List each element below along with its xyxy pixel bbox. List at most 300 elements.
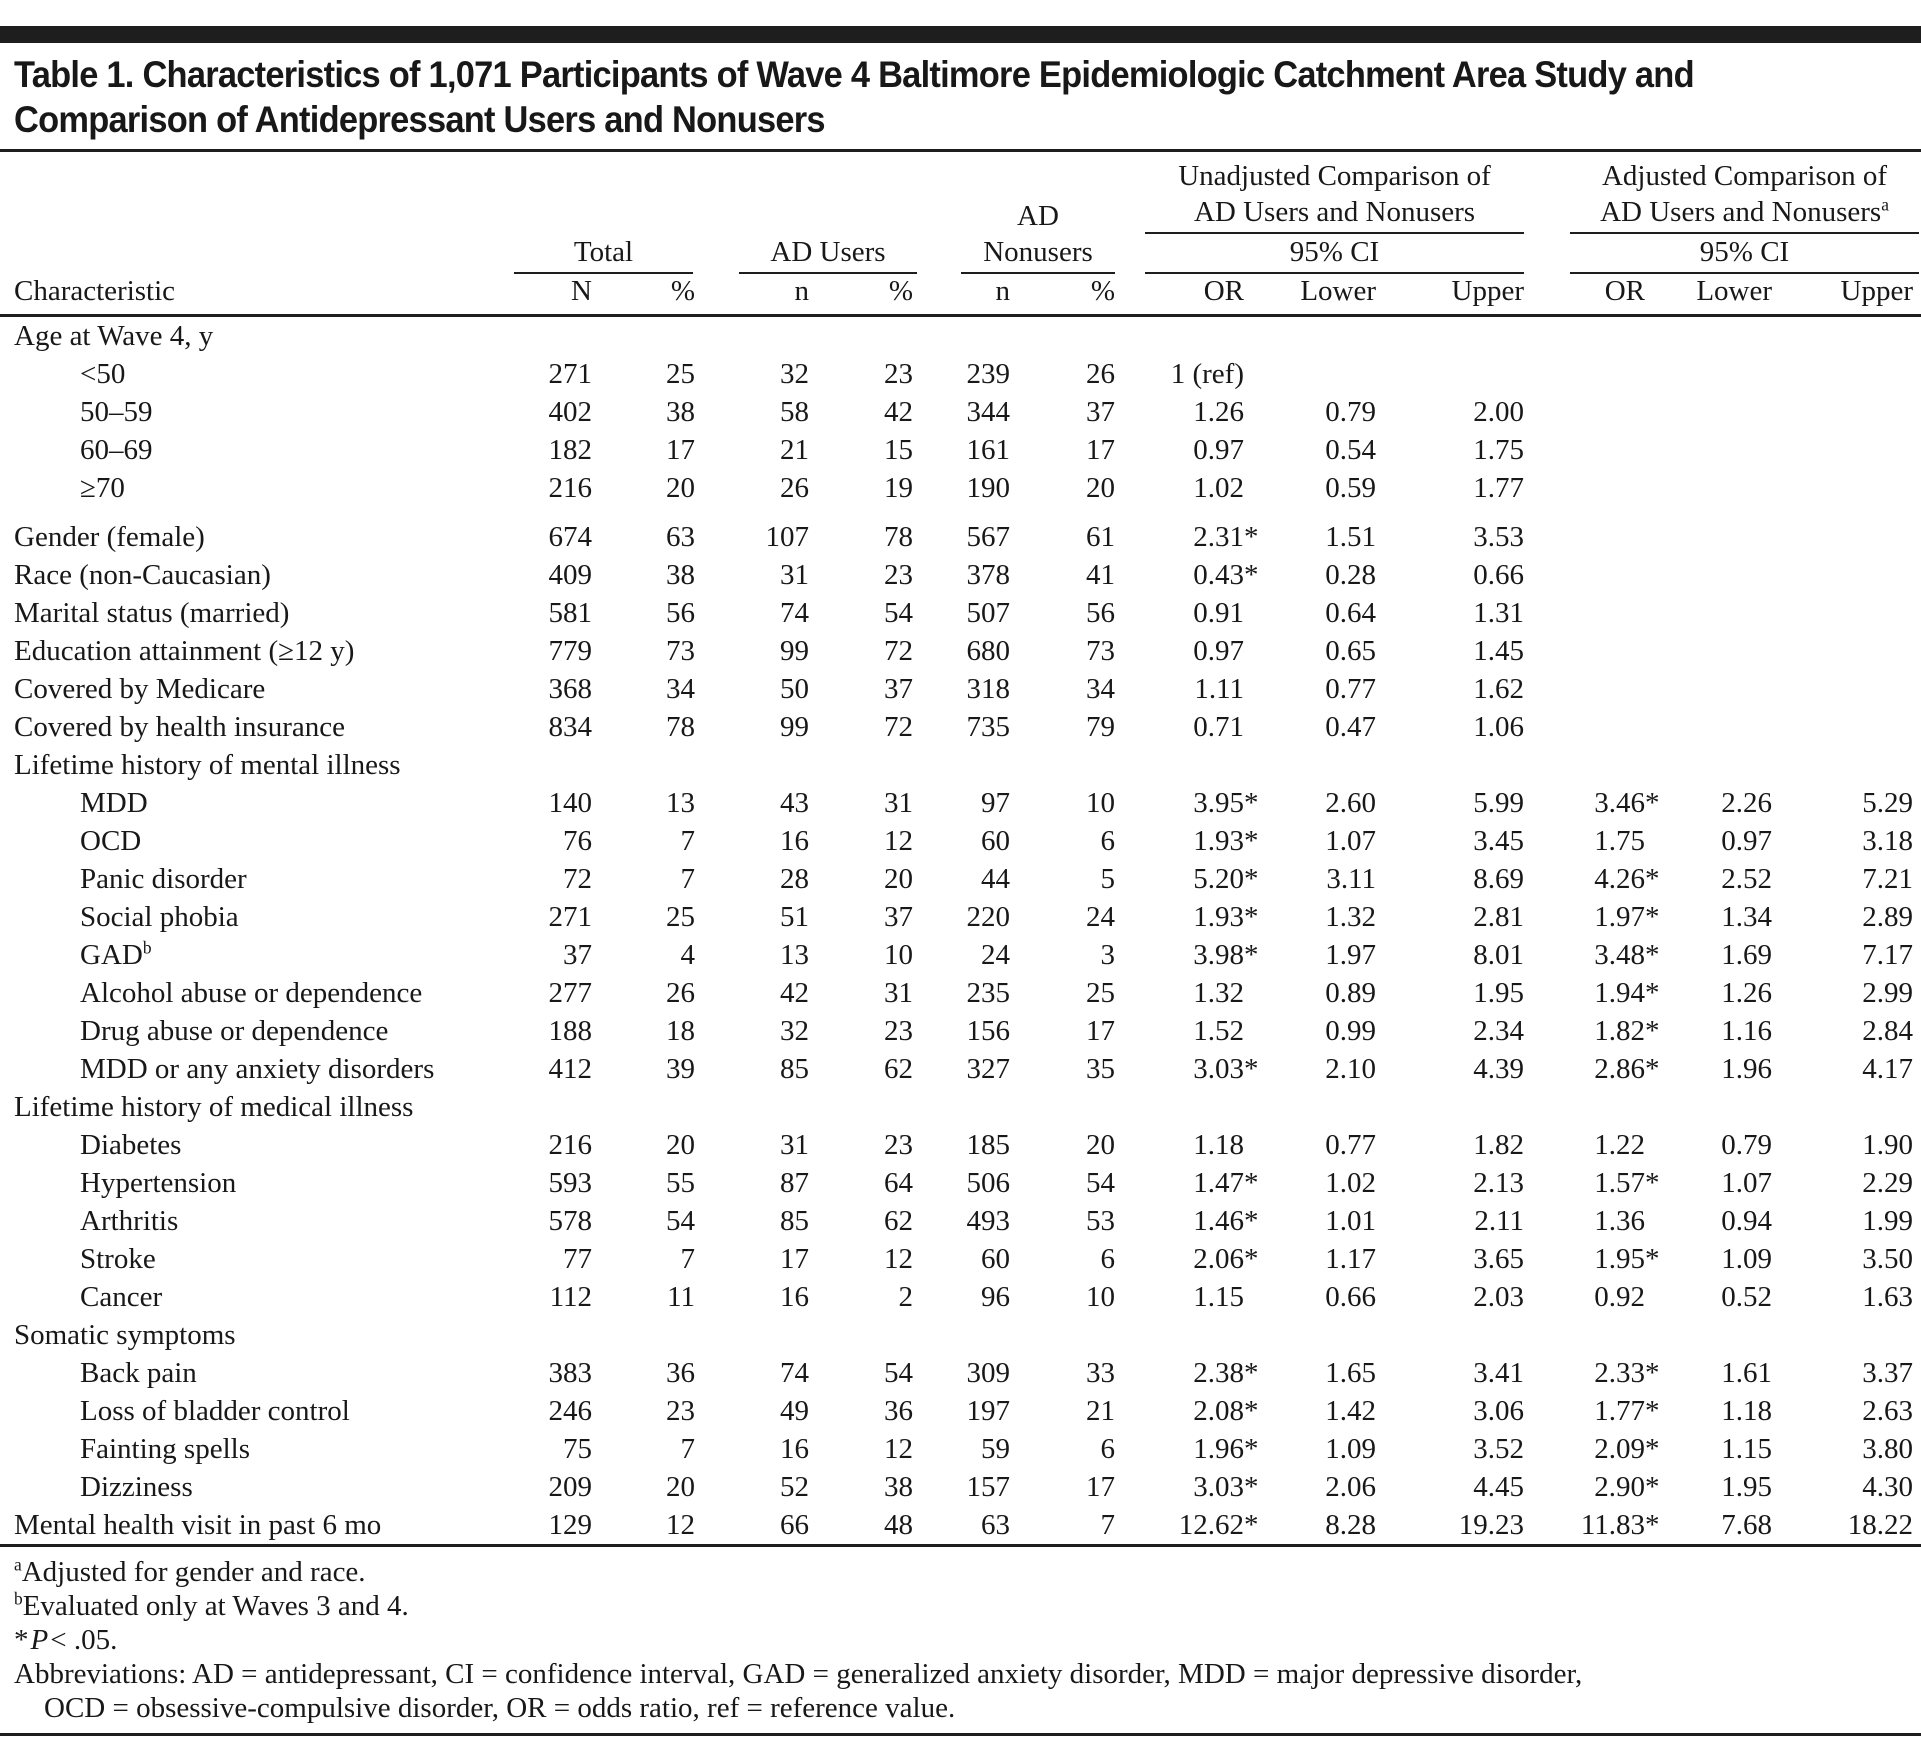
data-cell: 26 [666,977,695,1009]
data-cell: 96 [981,1281,1010,1313]
data-cell: 1.95 [1473,977,1524,1009]
table-row [0,1240,1921,1278]
data-cell: 50 [780,673,809,705]
ad-nonusers-group-header-line2: Nonusers [921,234,1123,274]
data-cell: 1.75 [1473,434,1524,466]
data-cell: 1.52 [1193,1015,1244,1047]
col-header-total-pct: % [600,274,703,316]
data-cell: 20 [666,472,695,504]
data-cell: 51 [780,901,809,933]
data-cell: 3.03* [1193,1053,1259,1085]
data-cell: 1.47* [1193,1167,1259,1199]
data-cell: 140 [548,787,592,819]
data-cell: 75 [563,1433,592,1465]
data-cell: 16 [780,1433,809,1465]
row-label: Education attainment (≥12 y) [14,635,355,667]
data-cell: 2.38* [1193,1357,1259,1389]
row-label: Panic disorder [80,863,247,895]
data-cell: 3.80 [1862,1433,1914,1465]
data-cell: 1.65 [1325,1357,1376,1389]
data-cell [817,746,921,784]
data-cell: 8.28 [1325,1509,1376,1541]
data-cell: 1.93* [1193,901,1259,933]
data-cell: 12 [884,1433,913,1465]
data-cell: 344 [966,396,1010,428]
data-cell [1270,1088,1384,1126]
footnote-a-text: Adjusted for gender and race. [21,1556,366,1588]
top-rule-bar [0,26,1921,43]
data-cell: 1.82* [1594,1015,1660,1047]
data-cell: 56 [666,597,695,629]
data-cell: 1.07 [1721,1167,1772,1199]
data-cell: 60 [981,825,1010,857]
table-row [0,898,1921,936]
data-cell: 3.06 [1473,1395,1524,1427]
col-header-adj-lower: Lower [1671,274,1780,316]
table-row [0,1202,1921,1240]
col-header-nonusers-n: n [921,274,1018,316]
data-cell: 1.82 [1473,1129,1524,1161]
data-cell [440,1316,600,1354]
data-cell: 2.08* [1193,1395,1259,1427]
data-cell: 10 [1086,787,1115,819]
data-cell: 21 [1086,1395,1115,1427]
data-cell: 0.28 [1325,559,1376,591]
data-cell: 54 [884,597,913,629]
data-cell: 20 [1086,472,1115,504]
data-cell [1532,632,1671,670]
data-cell: 31 [780,1129,809,1161]
data-cell: 1.17 [1325,1243,1376,1275]
row-label: Covered by health insurance [14,711,345,743]
data-cell: 99 [780,711,809,743]
data-cell [600,1088,703,1126]
bottom-rule [0,1733,1921,1736]
data-cell [1671,316,1780,356]
data-cell: 10 [1086,1281,1115,1313]
data-cell [703,1316,817,1354]
data-cell: 1.02 [1193,472,1244,504]
data-cell: 64 [884,1167,913,1199]
data-cell: 0.71 [1193,711,1244,743]
data-cell: 2.11 [1474,1205,1524,1237]
row-label: Hypertension [80,1167,237,1199]
footnote-abbreviations-line1: Abbreviations: AD = antidepressant, CI = confidence interval, GAD = generalized anxiety disorder, MDD = major depressive disorder, [14,1658,1583,1690]
data-cell: 12.62* [1178,1509,1259,1541]
table-row [0,1354,1921,1392]
data-cell: 7 [680,1243,695,1275]
footnote-a [14,1555,1905,1589]
table-row [0,355,1921,393]
data-cell: 78 [666,711,695,743]
data-cell: 1.61 [1721,1357,1772,1389]
data-cell: 34 [666,673,695,705]
header-spacer [0,151,440,195]
data-cell: 31 [884,787,913,819]
data-cell [1780,670,1921,708]
data-cell: 2.09* [1594,1433,1660,1465]
data-cell: 216 [548,472,592,504]
data-cell [1123,1088,1270,1126]
data-cell [1780,507,1921,556]
col-header-total-n: N [440,274,600,316]
col-header-unadj-or: OR [1123,274,1270,316]
data-cell: 2.33* [1594,1357,1660,1389]
table-body [0,316,1921,1546]
data-cell: 41 [1086,559,1115,591]
row-label: Drug abuse or dependence [80,1015,389,1047]
data-cell: 2.10 [1325,1053,1376,1085]
data-cell: 1.26 [1721,977,1772,1009]
data-cell: 3.50 [1862,1243,1914,1275]
data-cell: 0.91 [1193,597,1244,629]
data-cell: 1.95 [1721,1471,1772,1503]
data-cell: 1.22 [1594,1129,1645,1161]
footnote-marker-a: a [1881,194,1889,215]
data-cell [1384,1316,1532,1354]
row-label: Race (non-Caucasian) [14,559,271,591]
data-cell: 78 [884,521,913,553]
data-cell: 2.52 [1721,863,1772,895]
row-label: Lifetime history of medical illness [14,1091,414,1123]
data-cell: 74 [780,597,809,629]
data-cell: 220 [966,901,1010,933]
data-cell: 1.09 [1325,1433,1376,1465]
data-cell [1532,708,1671,746]
table-row [0,1126,1921,1164]
row-label: MDD [80,787,148,819]
data-cell: 2.29 [1862,1167,1914,1199]
data-cell: 1.32 [1325,901,1376,933]
data-cell: 0.79 [1325,396,1376,428]
data-cell [1532,355,1671,393]
data-cell [921,316,1018,356]
data-cell: 409 [548,559,592,591]
row-label: Stroke [80,1243,156,1275]
data-cell: 0.52 [1721,1281,1772,1313]
table-row [0,974,1921,1012]
data-cell: 24 [981,939,1010,971]
data-cell: 3.37 [1862,1357,1914,1389]
data-cell: 1.93* [1193,825,1259,857]
data-cell: 2.26 [1721,787,1772,819]
data-cell: 4.30 [1862,1471,1914,1503]
table-row [0,936,1921,974]
data-cell: 6 [1100,1243,1115,1275]
data-cell [1780,632,1921,670]
data-cell: 54 [884,1357,913,1389]
row-label: Cancer [80,1281,163,1313]
data-cell: 1.26 [1193,396,1244,428]
table-row [0,1506,1921,1546]
data-cell: 20 [666,1129,695,1161]
data-cell [921,746,1018,784]
row-label: MDD or any anxiety disorders [80,1053,435,1085]
data-cell [1671,469,1780,507]
data-cell: 1.94* [1594,977,1660,1009]
data-cell: 63 [666,521,695,553]
col-header-users-n: n [703,274,817,316]
data-cell: 38 [666,396,695,428]
data-cell: 507 [966,597,1010,629]
col-header-adj-upper: Upper [1780,274,1921,316]
data-cell: 35 [1086,1053,1115,1085]
data-cell: 77 [563,1243,592,1275]
data-cell: 16 [780,825,809,857]
table-row [0,708,1921,746]
row-label: Lifetime history of mental illness [14,749,401,781]
data-cell [1532,1316,1671,1354]
data-cell: 3.52 [1473,1433,1524,1465]
data-cell [1780,355,1921,393]
row-label: ≥70 [80,472,125,504]
ad-users-group-header: AD Users [703,234,921,274]
data-cell: 15 [884,434,913,466]
data-cell: 49 [780,1395,809,1427]
data-cell: 1.75 [1594,825,1645,857]
title-line-1: Table 1. Characteristics of 1,071 Participants of Wave 4 Baltimore Epidemiologic Catchment Area Study and [14,54,1694,95]
data-cell: 0.79 [1721,1129,1772,1161]
data-cell: 1.57* [1594,1167,1660,1199]
data-cell: 58 [780,396,809,428]
data-cell: 2.60 [1325,787,1376,819]
total-group-header: Total [440,234,703,274]
data-cell [1532,556,1671,594]
data-cell: 37 [884,673,913,705]
data-cell: 0.43* [1193,559,1259,591]
data-cell: 20 [884,863,913,895]
data-cell [1532,469,1671,507]
data-cell [600,1316,703,1354]
col-header-users-pct: % [817,274,921,316]
data-cell: 1.46* [1193,1205,1259,1237]
table-row [0,1278,1921,1316]
data-cell [1532,431,1671,469]
data-cell: 73 [666,635,695,667]
data-cell: 327 [966,1053,1010,1085]
data-cell [1270,1316,1384,1354]
data-cell: 17 [1086,1471,1115,1503]
data-cell: 3.18 [1862,825,1914,857]
row-label: <50 [80,358,126,390]
data-cell [1671,746,1780,784]
row-label: Age at Wave 4, y [14,320,214,352]
data-cell: 1.51 [1325,521,1376,553]
unadjusted-group-header-line2: AD Users and Nonusers [1123,194,1532,234]
data-cell [1018,1088,1123,1126]
data-cell: 32 [780,358,809,390]
data-cell [1780,1316,1921,1354]
data-cell [817,1088,921,1126]
unadjusted-ci-header: 95% CI [1123,234,1532,274]
data-cell: 32 [780,1015,809,1047]
data-cell: 2.03 [1473,1281,1524,1313]
characteristics-table [0,149,1921,1547]
data-cell [1532,670,1671,708]
data-cell: 5.20* [1193,863,1259,895]
data-cell: 2.06* [1193,1243,1259,1275]
table-row [0,670,1921,708]
header-spacer [0,234,440,274]
data-cell: 34 [1086,673,1115,705]
row-label: Fainting spells [80,1433,250,1465]
data-cell: 97 [981,787,1010,819]
data-cell: 834 [548,711,592,743]
data-cell [921,1316,1018,1354]
data-cell: 2 [898,1281,913,1313]
data-cell: 23 [666,1395,695,1427]
data-cell: 0.54 [1325,434,1376,466]
data-cell: 2.31* [1193,521,1259,553]
data-cell: 7.17 [1862,939,1914,971]
data-cell: 1.69 [1721,939,1772,971]
data-cell: 62 [884,1053,913,1085]
data-cell: 38 [666,559,695,591]
data-cell: 1.99 [1862,1205,1914,1237]
data-cell: 44 [981,863,1010,895]
data-cell [1384,355,1532,393]
data-cell: 1.77 [1473,472,1524,504]
data-cell [1018,1316,1123,1354]
data-cell [1532,316,1671,356]
data-cell: 157 [966,1471,1010,1503]
data-cell: 38 [884,1471,913,1503]
data-cell: 60 [981,1243,1010,1275]
data-cell [440,746,600,784]
data-cell: 239 [966,358,1010,390]
data-cell: 0.59 [1325,472,1376,504]
data-cell [1671,670,1780,708]
data-cell: 43 [780,787,809,819]
data-cell: 4.17 [1862,1053,1914,1085]
data-cell: 8.01 [1473,939,1524,971]
data-cell: 72 [884,635,913,667]
data-cell [1671,431,1780,469]
data-cell: 25 [666,358,695,390]
data-cell: 21 [780,434,809,466]
data-cell: 779 [548,635,592,667]
data-cell [1671,594,1780,632]
data-cell: 107 [765,521,809,553]
data-cell [1018,316,1123,356]
data-cell: 37 [563,939,592,971]
data-cell: 383 [548,1357,592,1389]
data-cell: 3.46* [1594,787,1660,819]
table-row [0,594,1921,632]
data-cell: 26 [780,472,809,504]
data-cell: 39 [666,1053,695,1085]
data-cell: 1.96 [1721,1053,1772,1085]
data-cell: 20 [666,1471,695,1503]
data-cell: 16 [780,1281,809,1313]
table-row [0,507,1921,556]
data-cell: 17 [1086,434,1115,466]
data-cell: 368 [548,673,592,705]
data-cell: 0.77 [1325,673,1376,705]
data-cell [817,1316,921,1354]
table-row [0,784,1921,822]
data-cell: 31 [780,559,809,591]
data-cell: 735 [966,711,1010,743]
data-cell: 4.45 [1473,1471,1524,1503]
data-cell: 17 [780,1243,809,1275]
data-cell: 3.53 [1473,521,1524,553]
data-cell [1532,746,1671,784]
data-cell: 52 [780,1471,809,1503]
data-cell: 190 [966,472,1010,504]
data-cell: 62 [884,1205,913,1237]
data-cell: 1.62 [1473,673,1524,705]
row-label: Gender (female) [14,521,205,553]
data-cell [1671,708,1780,746]
data-cell [1270,316,1384,356]
data-cell: 2.63 [1862,1395,1914,1427]
data-cell: 1 (ref) [1170,358,1244,390]
data-cell: 3.45 [1473,825,1524,857]
data-cell: 506 [966,1167,1010,1199]
data-cell: 1.15 [1193,1281,1244,1313]
table-row [0,632,1921,670]
data-cell: 1.97 [1325,939,1376,971]
data-cell: 20 [1086,1129,1115,1161]
adjusted-ci-header: 95% CI [1532,234,1921,274]
data-cell [1671,355,1780,393]
data-cell: 5.29 [1862,787,1914,819]
data-cell: 0.92 [1594,1281,1645,1313]
data-cell: 7 [680,825,695,857]
data-cell: 197 [966,1395,1010,1427]
data-cell [1671,632,1780,670]
data-cell: 7.68 [1721,1509,1772,1541]
data-cell: 188 [548,1015,592,1047]
data-cell: 0.66 [1473,559,1524,591]
data-cell: 3 [1100,939,1115,971]
data-cell [1384,316,1532,356]
data-cell: 85 [780,1205,809,1237]
footnote-p-symbol: P [30,1624,49,1656]
data-cell [1123,746,1270,784]
data-cell: 412 [548,1053,592,1085]
data-cell: 23 [884,358,913,390]
footnote-p-star: * [14,1624,29,1656]
data-cell [1384,1088,1532,1126]
data-cell: 182 [548,434,592,466]
data-cell: 42 [884,396,913,428]
data-cell: 246 [548,1395,592,1427]
data-cell: 1.02 [1325,1167,1376,1199]
table-row [0,393,1921,431]
data-cell [1532,1088,1671,1126]
data-cell: 4.39 [1473,1053,1524,1085]
data-cell: 1.34 [1721,901,1772,933]
data-cell [1532,393,1671,431]
data-cell: 63 [981,1509,1010,1541]
footnote-pvalue [14,1623,1905,1657]
data-cell: 209 [548,1471,592,1503]
data-cell: 17 [666,434,695,466]
data-cell: 25 [1086,977,1115,1009]
data-cell [600,316,703,356]
data-cell [1384,746,1532,784]
row-label: Loss of bladder control [80,1395,350,1427]
data-cell: 593 [548,1167,592,1199]
data-cell: 23 [884,1129,913,1161]
col-header-nonusers-pct: % [1018,274,1123,316]
data-cell [1671,507,1780,556]
data-cell: 129 [548,1509,592,1541]
data-cell: 6 [1100,1433,1115,1465]
data-cell: 72 [563,863,592,895]
